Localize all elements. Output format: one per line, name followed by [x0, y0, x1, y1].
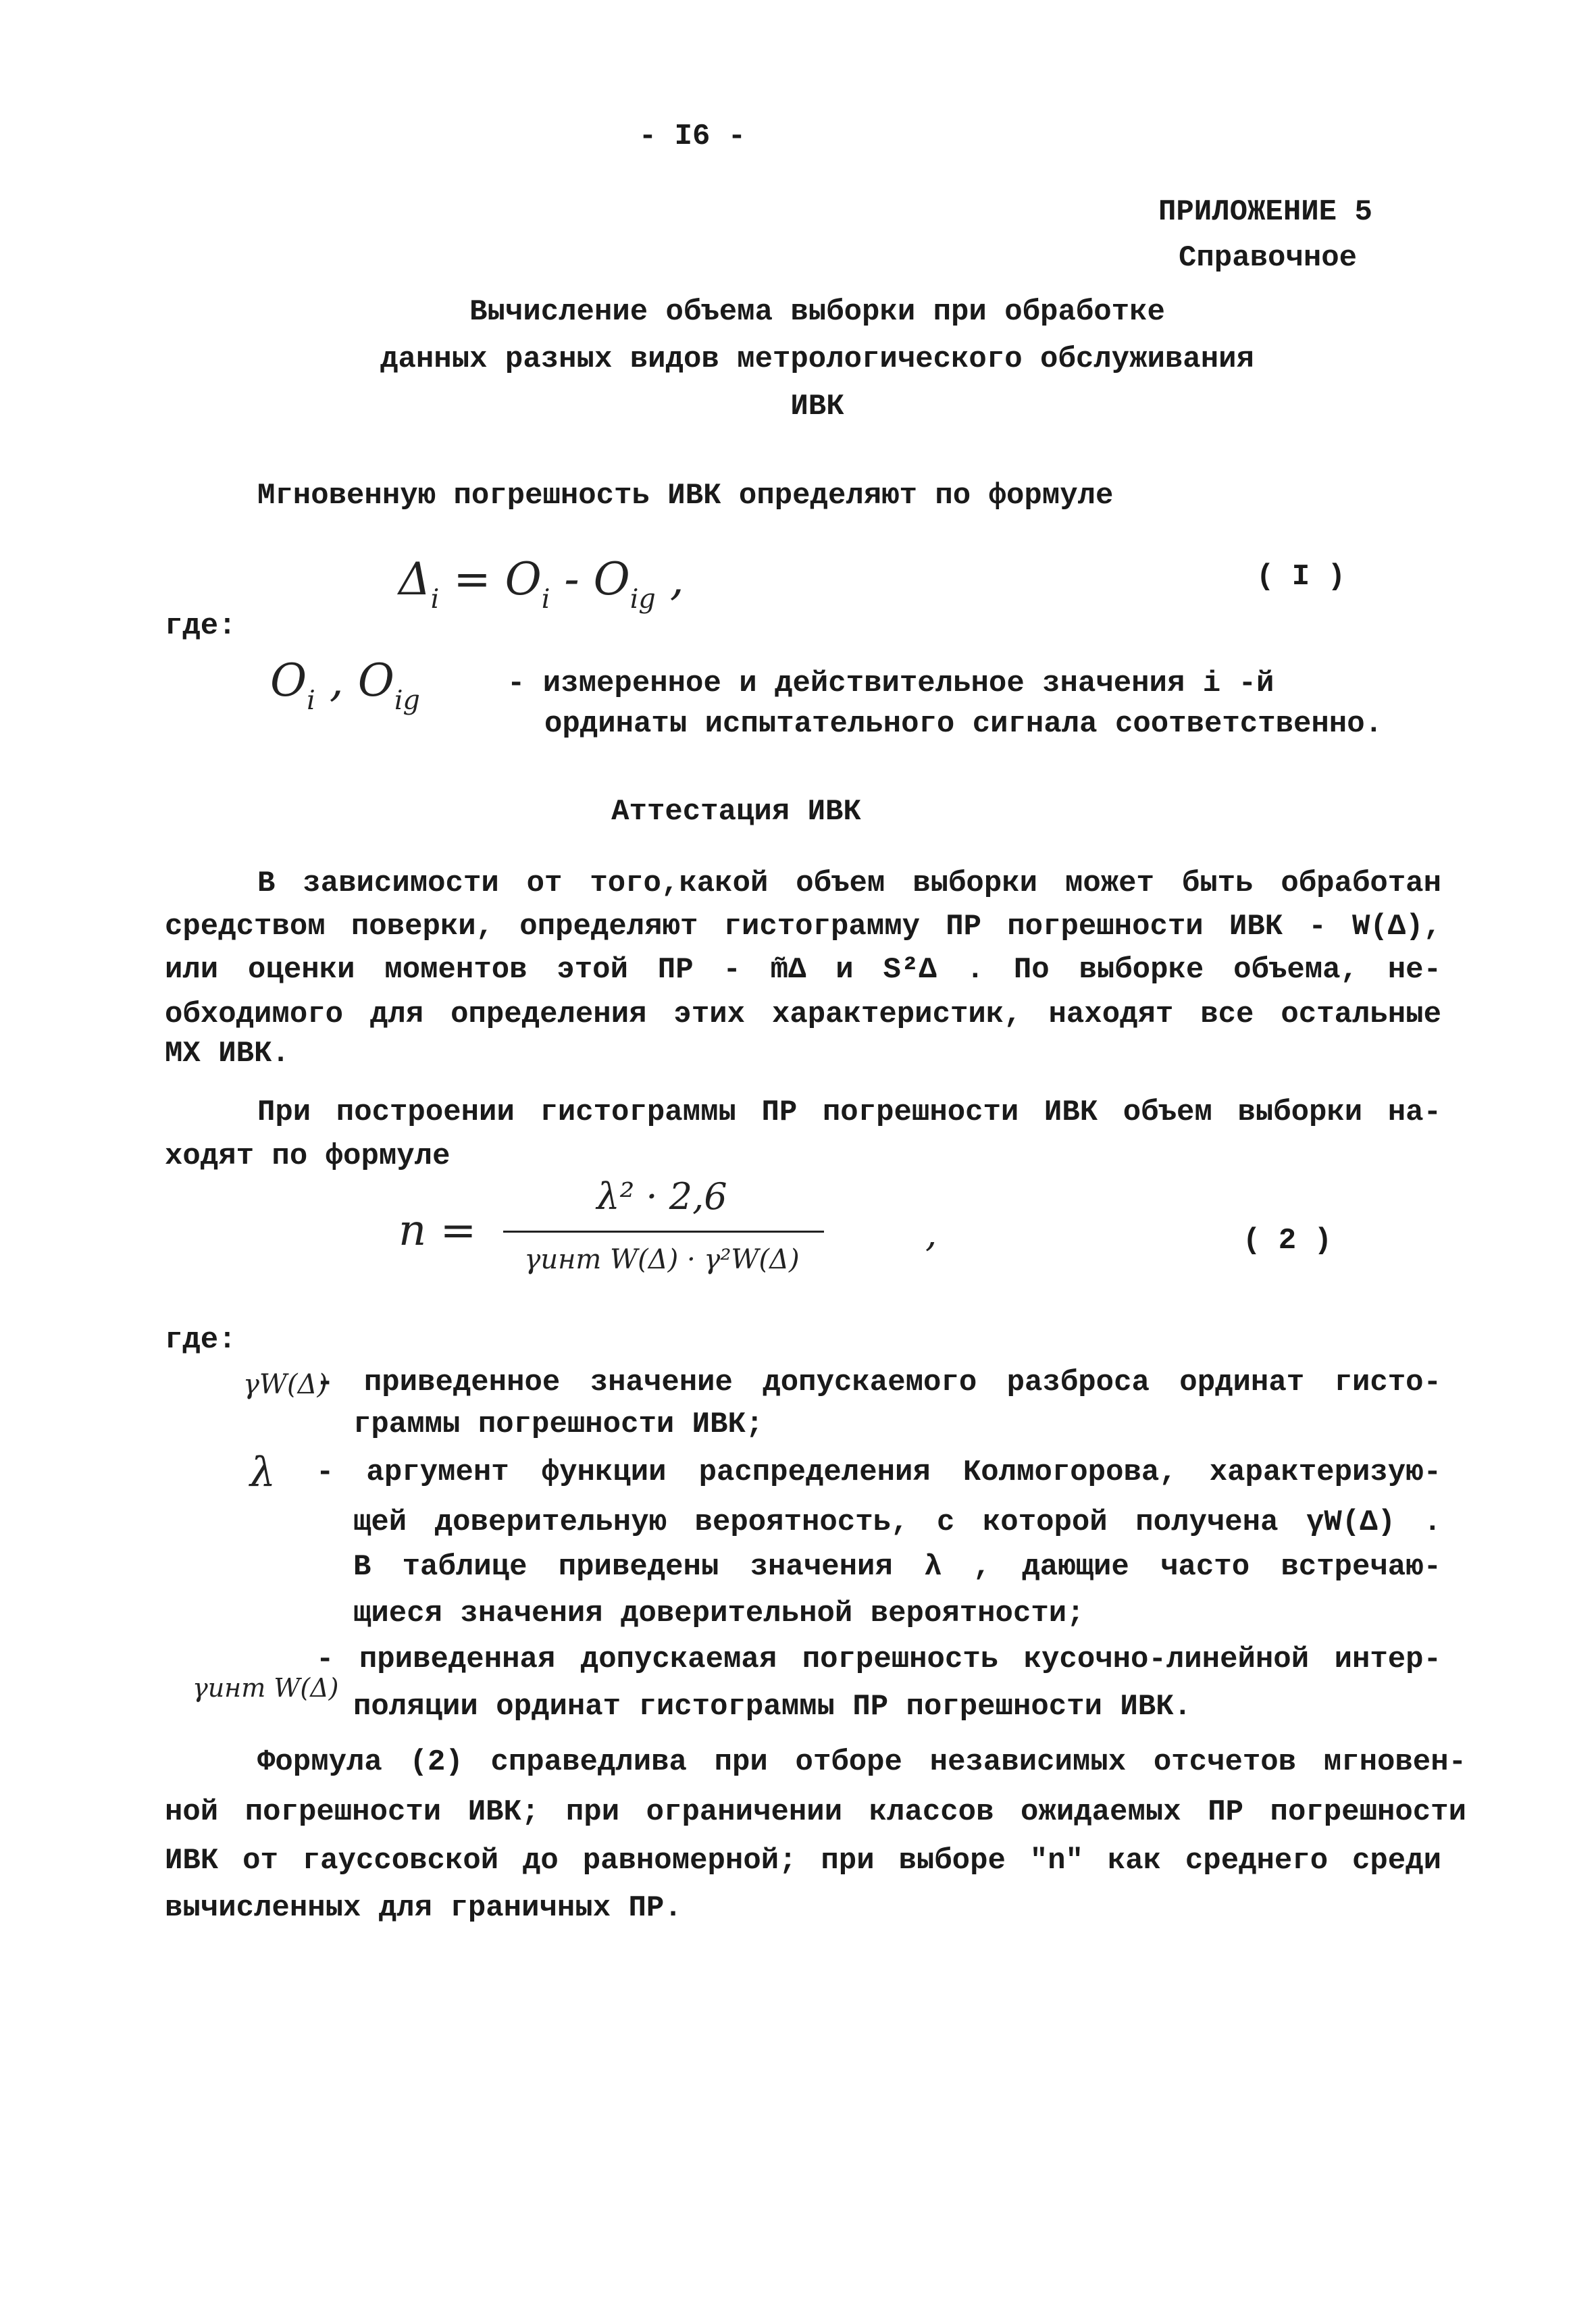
formula-1: $\Delta_i = O_i - O_{ig}$ ,: [398, 553, 684, 615]
where2-item2-line-1: - аргумент функции распределения Колмогорова, характеризую-: [316, 1456, 1441, 1489]
where2-item2-line-4: щиеся значения доверительной вероятности;: [353, 1597, 1085, 1630]
para2-line-2: ходят по формуле: [165, 1139, 451, 1173]
appendix-label: ПРИЛОЖЕНИЕ 5: [1158, 195, 1372, 229]
formula-2-number: ( 2 ): [1243, 1224, 1333, 1258]
para1-line-3: или оценки моментов этой ПР - m̃Δ и S²Δ . По выборке объема, не-: [165, 953, 1441, 987]
where2-item2-line-2: щей доверительную вероятность, с которой получена γW(Δ) .: [353, 1506, 1441, 1539]
para3-line-1: Формула (2) справедлива при отборе независимых отсчетов мгновен-: [257, 1745, 1466, 1779]
symbol-lambda: λ: [250, 1449, 276, 1496]
intro-text: Мгновенную погрешность ИВК определяют по формуле: [257, 479, 1114, 513]
title-line-3: ИВК: [790, 390, 844, 423]
para2-line-1: При построении гистограммы ПР погрешности ИВК объем выборки на-: [257, 1096, 1441, 1129]
symbol-gamma-w: γW(Δ): [243, 1369, 328, 1400]
formula-1-number: ( I ): [1256, 560, 1346, 594]
where-label-2: где:: [165, 1323, 236, 1357]
where2-item3-line-1: - приведенная допускаемая погрешность кусочно-линейной интер-: [316, 1643, 1441, 1676]
section-title: Аттестация ИВК: [611, 795, 861, 829]
para3-line-2: ной погрешности ИВК; при ограничении классов ожидаемых ПР погрешности: [165, 1795, 1466, 1829]
para1-line-4: обходимого для определения этих характеристик, находят все остальные: [165, 998, 1441, 1031]
para1-line-5: МХ ИВК.: [165, 1037, 290, 1071]
fraction-bar: [503, 1231, 824, 1233]
symbol-gamma-int: γинт W(Δ): [192, 1673, 339, 1703]
formula-2-lhs: n =: [398, 1206, 477, 1256]
symbol-o: $O_i$ , $O_{ig}$: [270, 654, 420, 716]
para1-line-1: В зависимости от того,какой объем выборки может быть обработан: [257, 867, 1441, 900]
where2-item1-line-1: - приведенное значение допускаемого разброса ординат гисто-: [316, 1366, 1441, 1399]
where2-item1-line-2: граммы погрешности ИВК;: [353, 1408, 764, 1441]
formula-2-comma: ,: [925, 1212, 937, 1255]
appendix-type: Справочное: [1179, 241, 1358, 275]
where1-line-2: ординаты испытательного сигнала соответственно.: [544, 707, 1383, 741]
formula-2-numerator: λ² · 2,6: [596, 1175, 727, 1218]
title-line-1: Вычисление объема выборки при обработке: [469, 295, 1165, 329]
para1-line-2: средством поверки, определяют гистограмму ПР погрешности ИВК - W(Δ),: [165, 910, 1441, 944]
title-line-2: данных разных видов метрологического обслуживания: [380, 342, 1254, 376]
where-label-1: где:: [165, 609, 236, 643]
para3-line-3: ИВК от гауссовской до равномерной; при выборе "n" как среднего среди: [165, 1844, 1441, 1878]
where2-item3-line-2: поляции ординат гистограммы ПР погрешности ИВК.: [353, 1690, 1192, 1724]
para3-line-4: вычисленных для граничных ПР.: [165, 1891, 682, 1925]
page-number: - I6 -: [638, 120, 746, 153]
where2-item2-line-3: В таблице приведены значения λ , дающие часто встречаю-: [353, 1550, 1441, 1584]
where1-line-1: - измеренное и действительное значения i -й: [507, 667, 1275, 700]
formula-2-denominator: γинт W(Δ) · γ²W(Δ): [524, 1244, 800, 1275]
